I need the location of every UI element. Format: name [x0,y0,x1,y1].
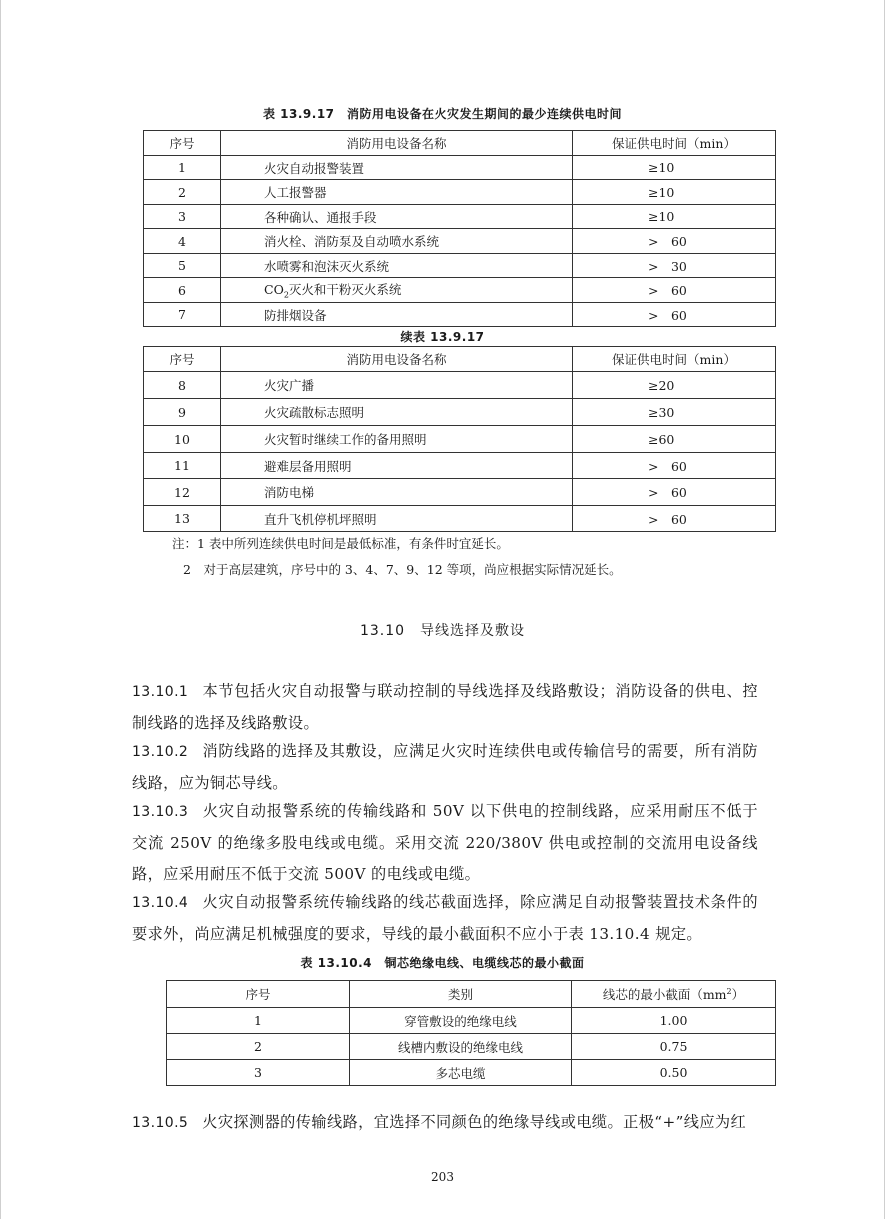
cell-equipment-name [221,278,573,303]
cell-serial: 2 [144,180,221,205]
cell-serial: 8 [144,372,221,399]
cell-serial: 5 [144,254,221,278]
header-equipment-name: 消防用电设备名称 [221,131,573,156]
cell-equipment-name: 水喷雾和泡沫灭火系统 [221,254,573,278]
co2-subscript: 2 [283,290,289,300]
table-row [144,229,776,254]
cell-supply-time: > 60 [573,453,776,479]
cell-serial: 11 [144,453,221,479]
table-continued-caption: 续表 13.9.17 [400,330,485,344]
cell-equipment-name: 火灾暂时继续工作的备用照明 [221,426,573,453]
cell-equipment-name: 各种确认、通报手段 [221,205,573,229]
cell-equipment-name: 消防电梯 [221,479,573,506]
table-note-1: 注：1 表中所列连续供电时间是最低标准，有条件时宜延长。 [172,536,509,551]
table-header-row [144,347,776,372]
cell-supply-time: > 60 [573,303,776,327]
table-13-9-17-continued [143,346,776,532]
table-row [144,205,776,229]
extinguishing-text: 灭火和干粉灭火系统 [288,282,402,298]
cell-supply-time: > 30 [573,254,776,278]
clause-text: 消防线路的选择及其敷设，应满足火灾时连续供电或传输信号的需要，所有消防线路，应为铜芯导线。 [132,742,758,792]
table-header-row [144,131,776,156]
clause-number: 13.10.3 [132,804,189,820]
cell-supply-time: ≥30 [573,399,776,426]
table-row [167,1008,776,1034]
cell-category: 线槽内敷设的绝缘电线 [350,1034,572,1060]
cell-serial: 6 [144,278,221,303]
cell-serial: 12 [144,479,221,506]
cell-serial: 9 [144,399,221,426]
table-row [144,278,776,303]
clause-13-10-5 [132,1107,758,1139]
table-row [144,254,776,278]
cell-serial: 13 [144,506,221,532]
header-equipment-name: 消防用电设备名称 [221,347,573,372]
cell-category: 多芯电缆 [350,1060,572,1086]
header-category: 类别 [350,981,572,1008]
clause-13-10-3 [132,796,758,890]
cell-category: 穿管敷设的绝缘电线 [350,1008,572,1034]
squared-superscript: 2 [726,986,732,996]
table-row [167,1034,776,1060]
header-serial: 序号 [167,981,350,1008]
table-13-9-17 [143,130,776,327]
clause-number: 13.10.5 [132,1115,189,1131]
clause-text: 火灾自动报警系统的传输线路和 50V 以下供电的控制线路，应采用耐压不低于交流 250V 的绝缘多股电线或电缆。采用交流 220/380V 供电或控制的交流用电设备线路，应采用耐压不低于交流 500V 的电线或电缆。 [132,802,758,883]
clause-13-10-1 [132,676,758,739]
header-min-section-close: ） [731,987,745,1002]
cell-serial: 1 [144,156,221,180]
clause-text: 火灾自动报警系统传输线路的线芯截面选择，除应满足自动报警装置技术条件的要求外，尚应满足机械强度的要求，导线的最小截面积不应小于表 13.10.4 规定。 [132,893,758,943]
cell-equipment-name: 避难层备用照明 [221,453,573,479]
header-serial: 序号 [144,131,221,156]
cell-serial: 10 [144,426,221,453]
cell-equipment-name: 火灾广播 [221,372,573,399]
cell-serial: 1 [167,1008,350,1034]
header-min-section-text: 线芯的最小截面（mm [602,987,727,1002]
table-13-9-17-caption: 表 13.9.17 消防用电设备在火灾发生期间的最少连续供电时间 [262,107,623,121]
page-number: 203 [431,1170,454,1184]
cell-supply-time: > 60 [573,479,776,506]
table-row [144,479,776,506]
cell-serial: 4 [144,229,221,254]
table-row [144,426,776,453]
table-row [144,156,776,180]
section-title: 13.10 导线选择及敷设 [359,623,526,639]
cell-equipment-name: 火灾自动报警装置 [221,156,573,180]
table-row [144,303,776,327]
cell-equipment-name: 火灾疏散标志照明 [221,399,573,426]
cell-serial: 3 [167,1060,350,1086]
table-row [144,372,776,399]
header-supply-time: 保证供电时间（min） [573,131,776,156]
cell-equipment-name: 消火栓、消防泵及自动喷水系统 [221,229,573,254]
cell-min-section: 0.50 [572,1060,776,1086]
table-13-10-4-caption: 表 13.10.4 铜芯绝缘电线、电缆线芯的最小截面 [300,956,585,970]
table-row [144,506,776,532]
clause-text: 火灾探测器的传输线路，宜选择不同颜色的绝缘导线或电缆。正极“+”线应为红 [202,1113,747,1131]
clause-number: 13.10.4 [132,895,189,911]
cell-serial: 2 [167,1034,350,1060]
header-min-section [572,981,776,1008]
table-row [167,1060,776,1086]
clause-13-10-4 [132,887,758,950]
cell-min-section: 1.00 [572,1008,776,1034]
cell-supply-time: > 60 [573,278,776,303]
cell-supply-time: ≥60 [573,426,776,453]
cell-equipment-name: 直升飞机停机坪照明 [221,506,573,532]
cell-supply-time: ≥10 [573,156,776,180]
cell-supply-time: ≥20 [573,372,776,399]
cell-serial: 3 [144,205,221,229]
clause-number: 13.10.1 [132,684,189,700]
table-row [144,399,776,426]
cell-serial: 7 [144,303,221,327]
cell-supply-time: ≥10 [573,180,776,205]
co2-text: CO [264,282,284,298]
table-header-row [167,981,776,1008]
cell-min-section: 0.75 [572,1034,776,1060]
header-serial: 序号 [144,347,221,372]
clause-text: 本节包括火灾自动报警与联动控制的导线选择及线路敷设；消防设备的供电、控制线路的选择及线路敷设。 [132,682,758,732]
clause-13-10-2 [132,736,758,799]
table-note-2: 2 对于高层建筑，序号中的 3、4、7、9、12 等项，尚应根据实际情况延长。 [183,562,622,577]
table-row [144,453,776,479]
table-13-10-4 [166,980,776,1086]
cell-supply-time: > 60 [573,506,776,532]
cell-equipment-name: 人工报警器 [221,180,573,205]
cell-supply-time: > 60 [573,229,776,254]
cell-supply-time: ≥10 [573,205,776,229]
clause-number: 13.10.2 [132,744,189,760]
table-row [144,180,776,205]
header-supply-time: 保证供电时间（min） [573,347,776,372]
cell-equipment-name: 防排烟设备 [221,303,573,327]
